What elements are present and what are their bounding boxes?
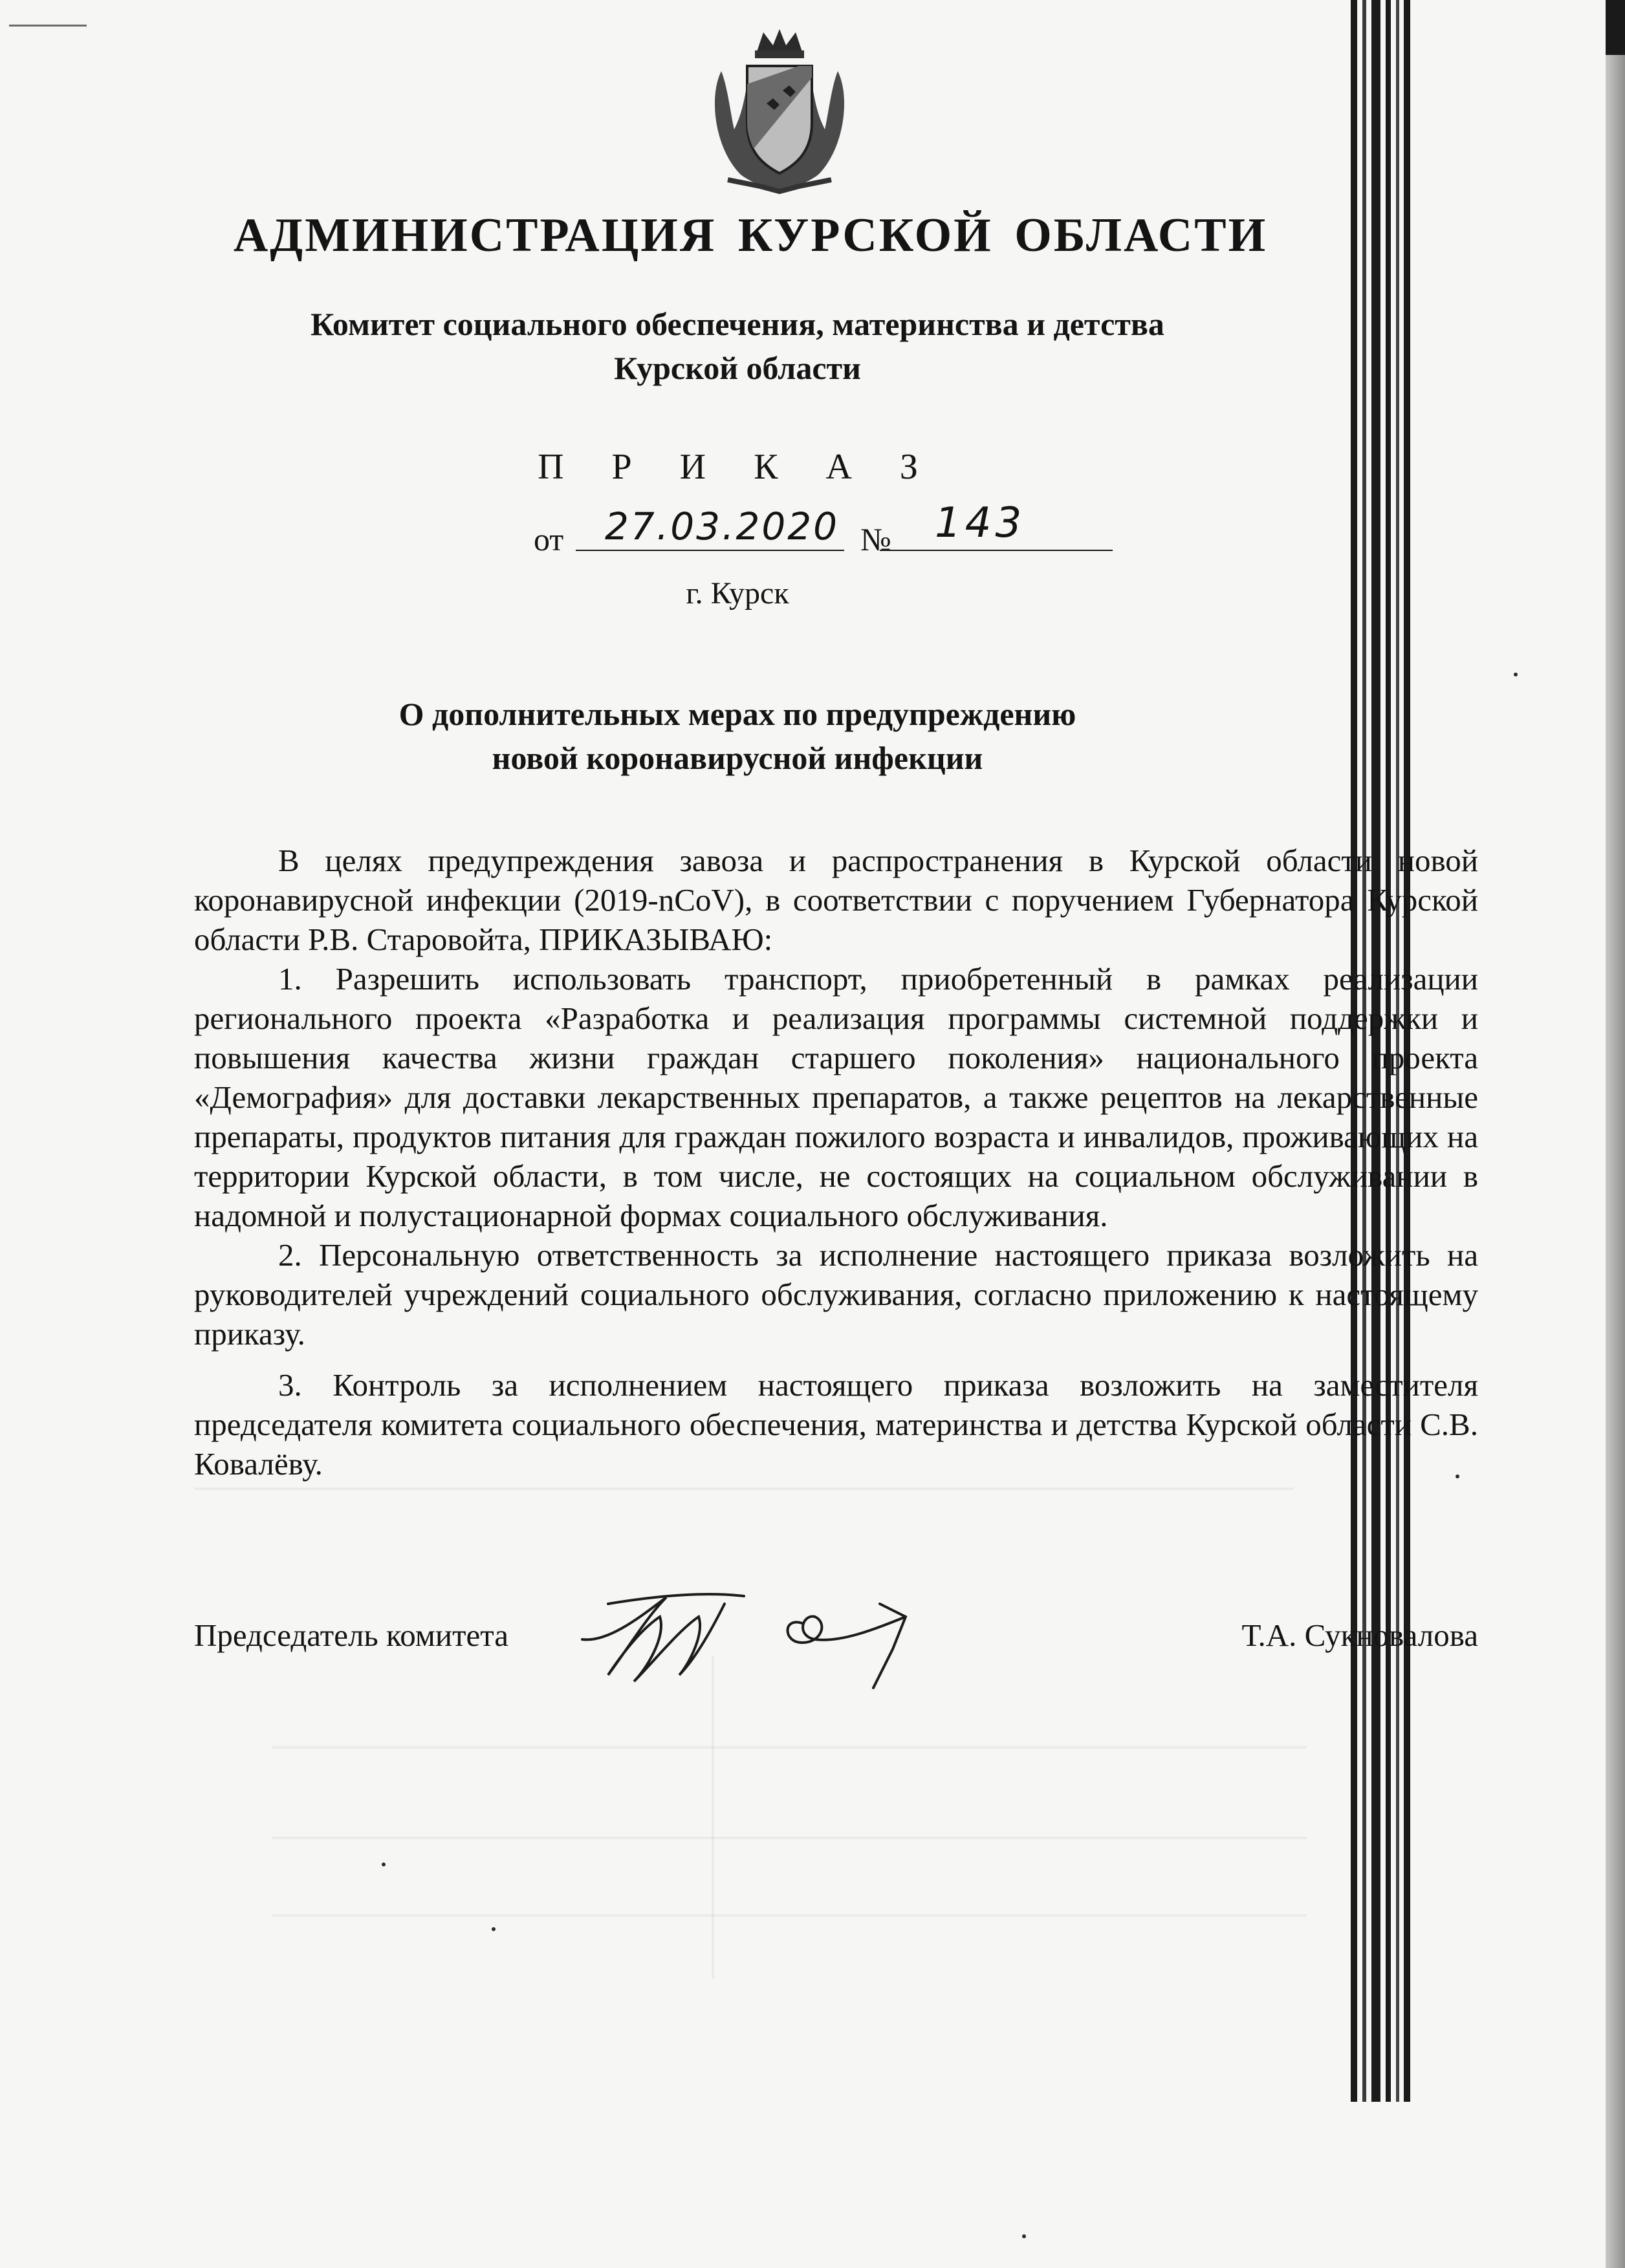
speck bbox=[382, 1863, 386, 1866]
city: г. Курск bbox=[686, 576, 789, 610]
scan-edge bbox=[1606, 0, 1625, 2268]
order-date-handwritten: 27.03.2020 bbox=[605, 504, 840, 548]
order-date-number-row bbox=[534, 499, 1116, 563]
order-item-3: 3. Контроль за исполнением настоящего приказа возложить на заместителя председателя комитета социального обеспечения, материнства и детства Курской области С.В. Ковалёву. bbox=[194, 1367, 1478, 1482]
coat-of-arms-emblem bbox=[702, 26, 857, 194]
subject-line1: О дополнительных мерах по предупреждению bbox=[398, 696, 1076, 732]
preamble-paragraph: В целях предупреждения завоза и распространения в Курской области новой коронавирусной инфекции (2019-nCoV), в соответствии с поручением Губернатора Курской области Р.В. Старовойта, ПРИКАЗЫВАЮ: bbox=[194, 843, 1478, 957]
speck bbox=[1514, 673, 1518, 676]
show-through bbox=[194, 1487, 1294, 1490]
order-item-2: 2. Персональную ответственность за исполнение настоящего приказа возложить на руководителей учреждений социального обслуживания, согласно приложению к настоящему приказу. bbox=[194, 1237, 1478, 1352]
signatory-position: Председатель комитета bbox=[194, 1617, 509, 1653]
scan-corner bbox=[1606, 0, 1625, 55]
show-through bbox=[272, 1914, 1307, 1917]
show-through bbox=[712, 1656, 714, 1979]
signatory-name: Т.А. Сукновалова bbox=[1241, 1617, 1478, 1653]
order-body bbox=[194, 841, 1478, 1484]
speck bbox=[492, 1927, 496, 1931]
order-number-handwritten: 143 bbox=[935, 499, 1026, 547]
show-through bbox=[272, 1746, 1307, 1749]
date-prefix: от bbox=[534, 521, 564, 557]
number-prefix: № bbox=[860, 521, 891, 557]
handwritten-signature bbox=[569, 1578, 932, 1701]
order-item-1: 1. Разрешить использовать транспорт, приобретенный в рамках реализации регионального проекта «Разработка и реализация программы системной поддержки и повышения качества жизни граждан старшего поколения» национального проекта «Демография» для доставки лекарственных препаратов, а также рецептов на лекарственные препараты, продуктов питания для граждан пожилого возраста и инвалидов, проживающих на территории Курской области, в том числе, не состоящих на социальном обслуживании в надомной и полустационарной формах социального обслуживания. bbox=[194, 961, 1478, 1233]
show-through bbox=[272, 1837, 1307, 1839]
document-type-title: П Р И К А З bbox=[538, 447, 937, 487]
scan-bracket bbox=[9, 25, 87, 32]
date-underline bbox=[576, 550, 844, 551]
committee-name-line1: Комитет социального обеспечения, материнства и детства bbox=[311, 306, 1164, 342]
number-underline bbox=[880, 550, 1113, 551]
committee-name-line2: Курской области bbox=[614, 350, 861, 386]
subject-line2: новой коронавирусной инфекции bbox=[492, 740, 983, 776]
speck bbox=[1022, 2234, 1026, 2238]
organization-title: АДМИНИСТРАЦИЯ КУРСКОЙ ОБЛАСТИ bbox=[233, 209, 1268, 262]
